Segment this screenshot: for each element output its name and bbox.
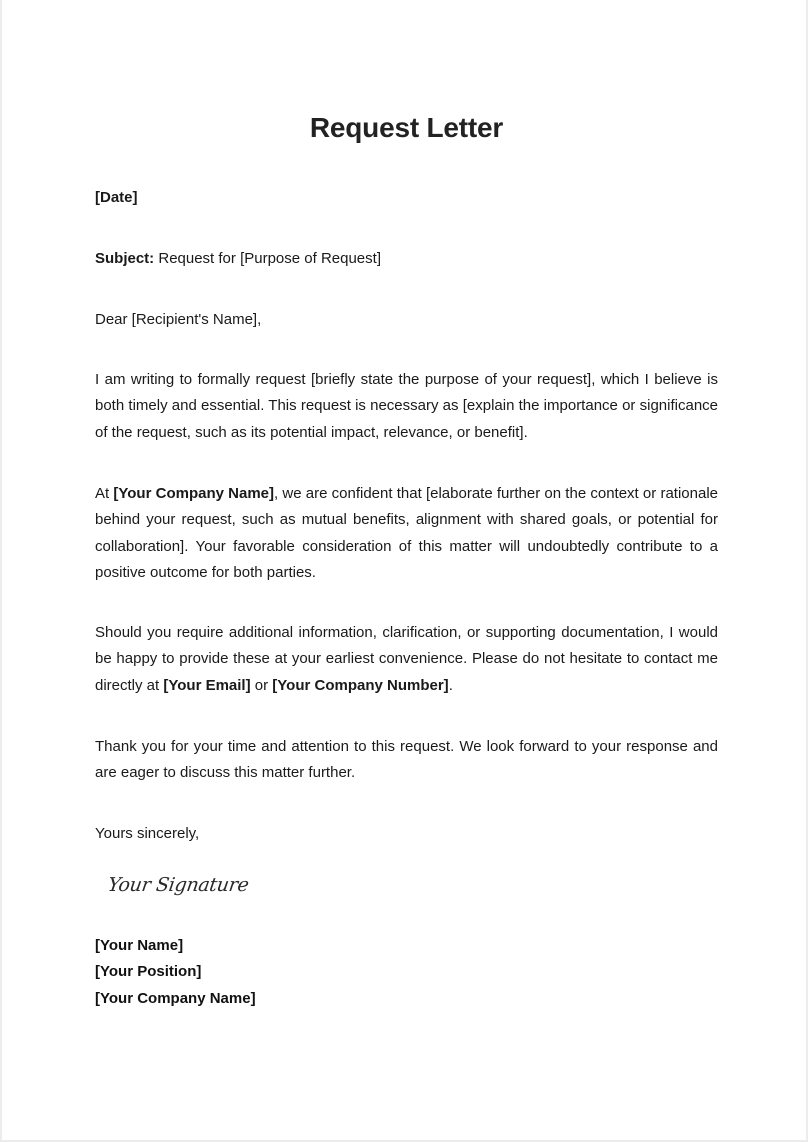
p3-middle: or [250,676,273,694]
paragraph-rationale [95,481,718,587]
salutation: Dear [Recipient's Name], [95,311,262,328]
p3-prefix: Should you require additional information, clarification, or supporting documentation, I would be happy to provide these at your earliest convenience. Please do not hesitate to contact me directly at [95,624,718,694]
p2-suffix: , we are confident that [elaborate further on the context or rationale behind your request, such as mutual benefits, alignment with shared goals, or potential for collaboration]. Your favorable consideration of this matter will undoubtedly contribute to a positive outcome for both parties. [95,485,719,582]
paragraph-purpose: I am writing to formally request [briefly state the purpose of your request], which I believe is both timely and essential. This request is necessary as [explain the importance or significance of the request, such as its potential impact, relevance, or benefit]. [95,371,718,441]
paragraph-contact [95,620,718,699]
signature: Your Signature [106,874,251,896]
subject-label: Subject: [95,250,155,267]
subject-line [95,246,718,272]
email-placeholder: [Your Email] [163,676,251,694]
company-name-placeholder: [Your Company Name] [113,485,275,502]
sender-company: [Your Company Name] [95,989,256,1007]
sender-position: [Your Position] [95,963,202,981]
sender-block [95,933,256,1012]
p3-suffix: . [448,676,453,694]
date-field: [Date] [95,189,138,206]
sender-name: [Your Name] [95,937,184,954]
page-title: Request Letter [309,112,504,143]
paragraph-thanks: Thank you for your time and attention to this request. We look forward to your response and are eager to discuss this matter further. [95,738,718,782]
subject-value: Request for [Purpose of Request] [154,250,381,267]
p2-prefix: At [95,485,114,502]
phone-placeholder: [Your Company Number] [272,676,449,694]
closing: Yours sincerely, [95,825,200,842]
